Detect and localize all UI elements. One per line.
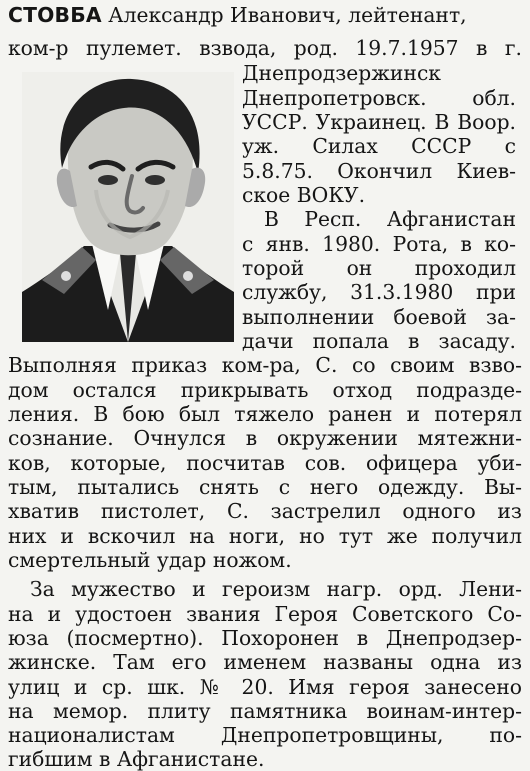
bio-title-line (8, 4, 528, 26)
bio-line-27: улиц и ср. шк. № 20. Имя героя занесено (8, 675, 522, 699)
bio-line-1: ком-р пулемет. взвода, род. 19.7.1957 в г. (8, 36, 522, 60)
bio-line-8: В Респ. Афганистан (264, 207, 516, 231)
person-surname: СТОВБА (8, 3, 102, 27)
bio-line-16: ления. В бою был тяжело ранен и потерял (8, 402, 522, 426)
bio-line-23: За мужество и героизм нагр. орд. Лени- (30, 577, 522, 601)
bio-line-6: 5.8.75. Окончил Киев- (242, 159, 516, 183)
bio-line-9: с янв. 1980. Рота, в ко- (242, 232, 516, 256)
bio-line-30: гибшим в Афганистане. (8, 747, 265, 771)
person-full-name-rank: Александр Иванович, лейтенант, (101, 3, 467, 27)
bio-line-3: Днепропетровск. обл. (242, 86, 516, 110)
bio-line-20: хватив пистолет, С. застрелил одного из (8, 499, 522, 523)
bio-line-17: сознание. Очнулся в окружении мятежни- (8, 426, 522, 450)
bio-line-26: жинске. Там его именем названы одна из (8, 650, 522, 674)
bio-line-4: УССР. Украинец. В Воор. (242, 110, 516, 134)
bio-line-15: дом остался прикрывать отход подразде- (8, 378, 522, 402)
bio-line-25: юза (посмертно). Похоронен в Днепродзер- (8, 626, 522, 650)
bio-line-29: националистам Днепропетровщины, по- (8, 723, 522, 747)
bio-line-13: дачи попала в засаду. (242, 329, 516, 353)
bio-line-14: Выполняя приказ ком-ра, С. со своим взво- (8, 353, 522, 377)
bio-line-24: на и удостоен звания Героя Советского Со- (8, 602, 522, 626)
bio-line-11: службу, 31.3.1980 при (242, 280, 516, 304)
bio-line-10: торой он проходил (242, 256, 516, 280)
bio-line-7: ское ВОКУ. (242, 183, 366, 207)
bio-line-12: выполнении боевой за- (242, 305, 516, 329)
bio-line-5: уж. Силах СССР с (242, 134, 516, 158)
bio-line-28: на мемор. плиту памятника воинам-интер- (8, 699, 522, 723)
bio-line-2: Днепродзержинск (242, 61, 441, 85)
bio-line-22: смертельный удар ножом. (8, 548, 292, 572)
bio-line-19: тым, пытались снять с него одежду. Вы- (8, 475, 522, 499)
portrait-photo (22, 72, 234, 342)
bio-line-21: них и вскочил на ноги, но тут же получил (8, 524, 522, 548)
bio-line-18: ков, которые, посчитав сов. офицера уби- (8, 451, 522, 475)
